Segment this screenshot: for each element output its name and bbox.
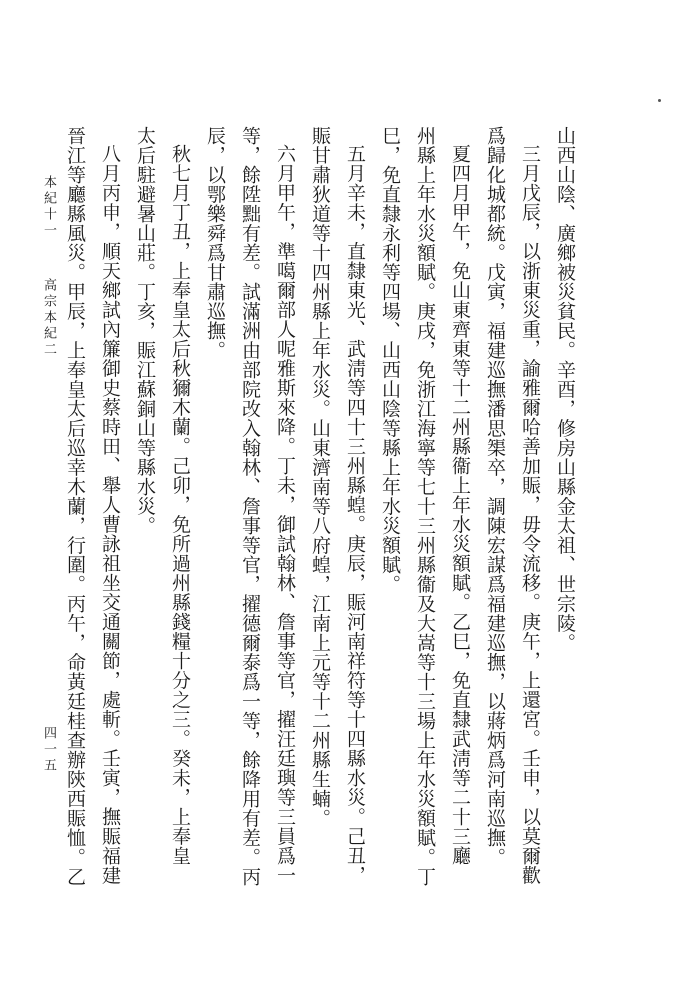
page-number: 四一五 <box>41 726 56 774</box>
text-column-11: 辰，以鄂樂舜爲甘肅巡撫。 <box>204 126 226 360</box>
text-column-1: 山西山陰、廣鄉被災貧民。辛酉，修房山縣金太祖、世宗陵。 <box>554 126 576 653</box>
text-column-6: 巳，免直隸永利等四場、山西山陰等縣上年水災額賦。 <box>379 126 401 594</box>
text-column-15: 晉江等廳縣風災。甲辰，上奉皇太后巡幸木蘭，行圍。丙午，命黃廷桂查辦陝西賑恤。乙 <box>64 126 86 887</box>
text-column-5: 州縣上年水災額賦。庚戌，免浙江海寧等七十三州縣衞及大嵩等十三場上年水災額賦。丁 <box>414 126 436 887</box>
text-column-12: 秋七月丁丑，上奉皇太后秋獮木蘭。己卯，免所過州縣錢糧十分之三。癸未，上奉皇 <box>169 144 191 866</box>
text-column-9: 六月甲午，準噶爾部人呢雅斯來降。丁未，御試翰林、詹事等官，擢汪廷璵等三員爲一 <box>274 144 296 885</box>
margin-dot <box>658 99 661 102</box>
text-column-8: 賑甘肅狄道等十四州縣上年水災。山東濟南等八府蝗，江南上元等十二州縣生蝻。 <box>309 126 331 828</box>
volume-label: 本紀十一 <box>41 175 56 239</box>
text-column-10: 等，餘陞黜有差。試滿洲由部院改入翰林、詹事等官，擢德爾泰爲一等，餘降用有差。丙 <box>239 126 261 887</box>
text-column-13: 太后駐避暑山莊。丁亥，賑江蘇銅山等縣水災。 <box>134 126 156 536</box>
text-column-14: 八月丙申，順天鄉試內簾御史蔡時田、舉人曹詠祖坐交通關節，處斬。壬寅，撫賑福建 <box>99 144 121 885</box>
text-column-2: 三月戊辰，以浙東災重，諭雅爾哈善加賑，毋令流移。庚午，上還宮。壬申，以莫爾歡 <box>519 144 541 885</box>
text-column-7: 五月辛未，直隸東光、武淸等四十三州縣蝗。庚辰，賑河南祥符等十四縣水災。己丑， <box>344 144 366 885</box>
text-column-4: 夏四月甲午，免山東齊東等十二州縣衞上年水災額賦。乙巳，免直隸武淸等二十三廳 <box>449 144 471 866</box>
text-column-3: 爲歸化城都統。戊寅，福建巡撫潘思榘卒，調陳宏謀爲福建巡撫，以蔣炳爲河南巡撫。 <box>484 126 506 867</box>
chapter-label: 高宗本紀二 <box>41 278 56 358</box>
